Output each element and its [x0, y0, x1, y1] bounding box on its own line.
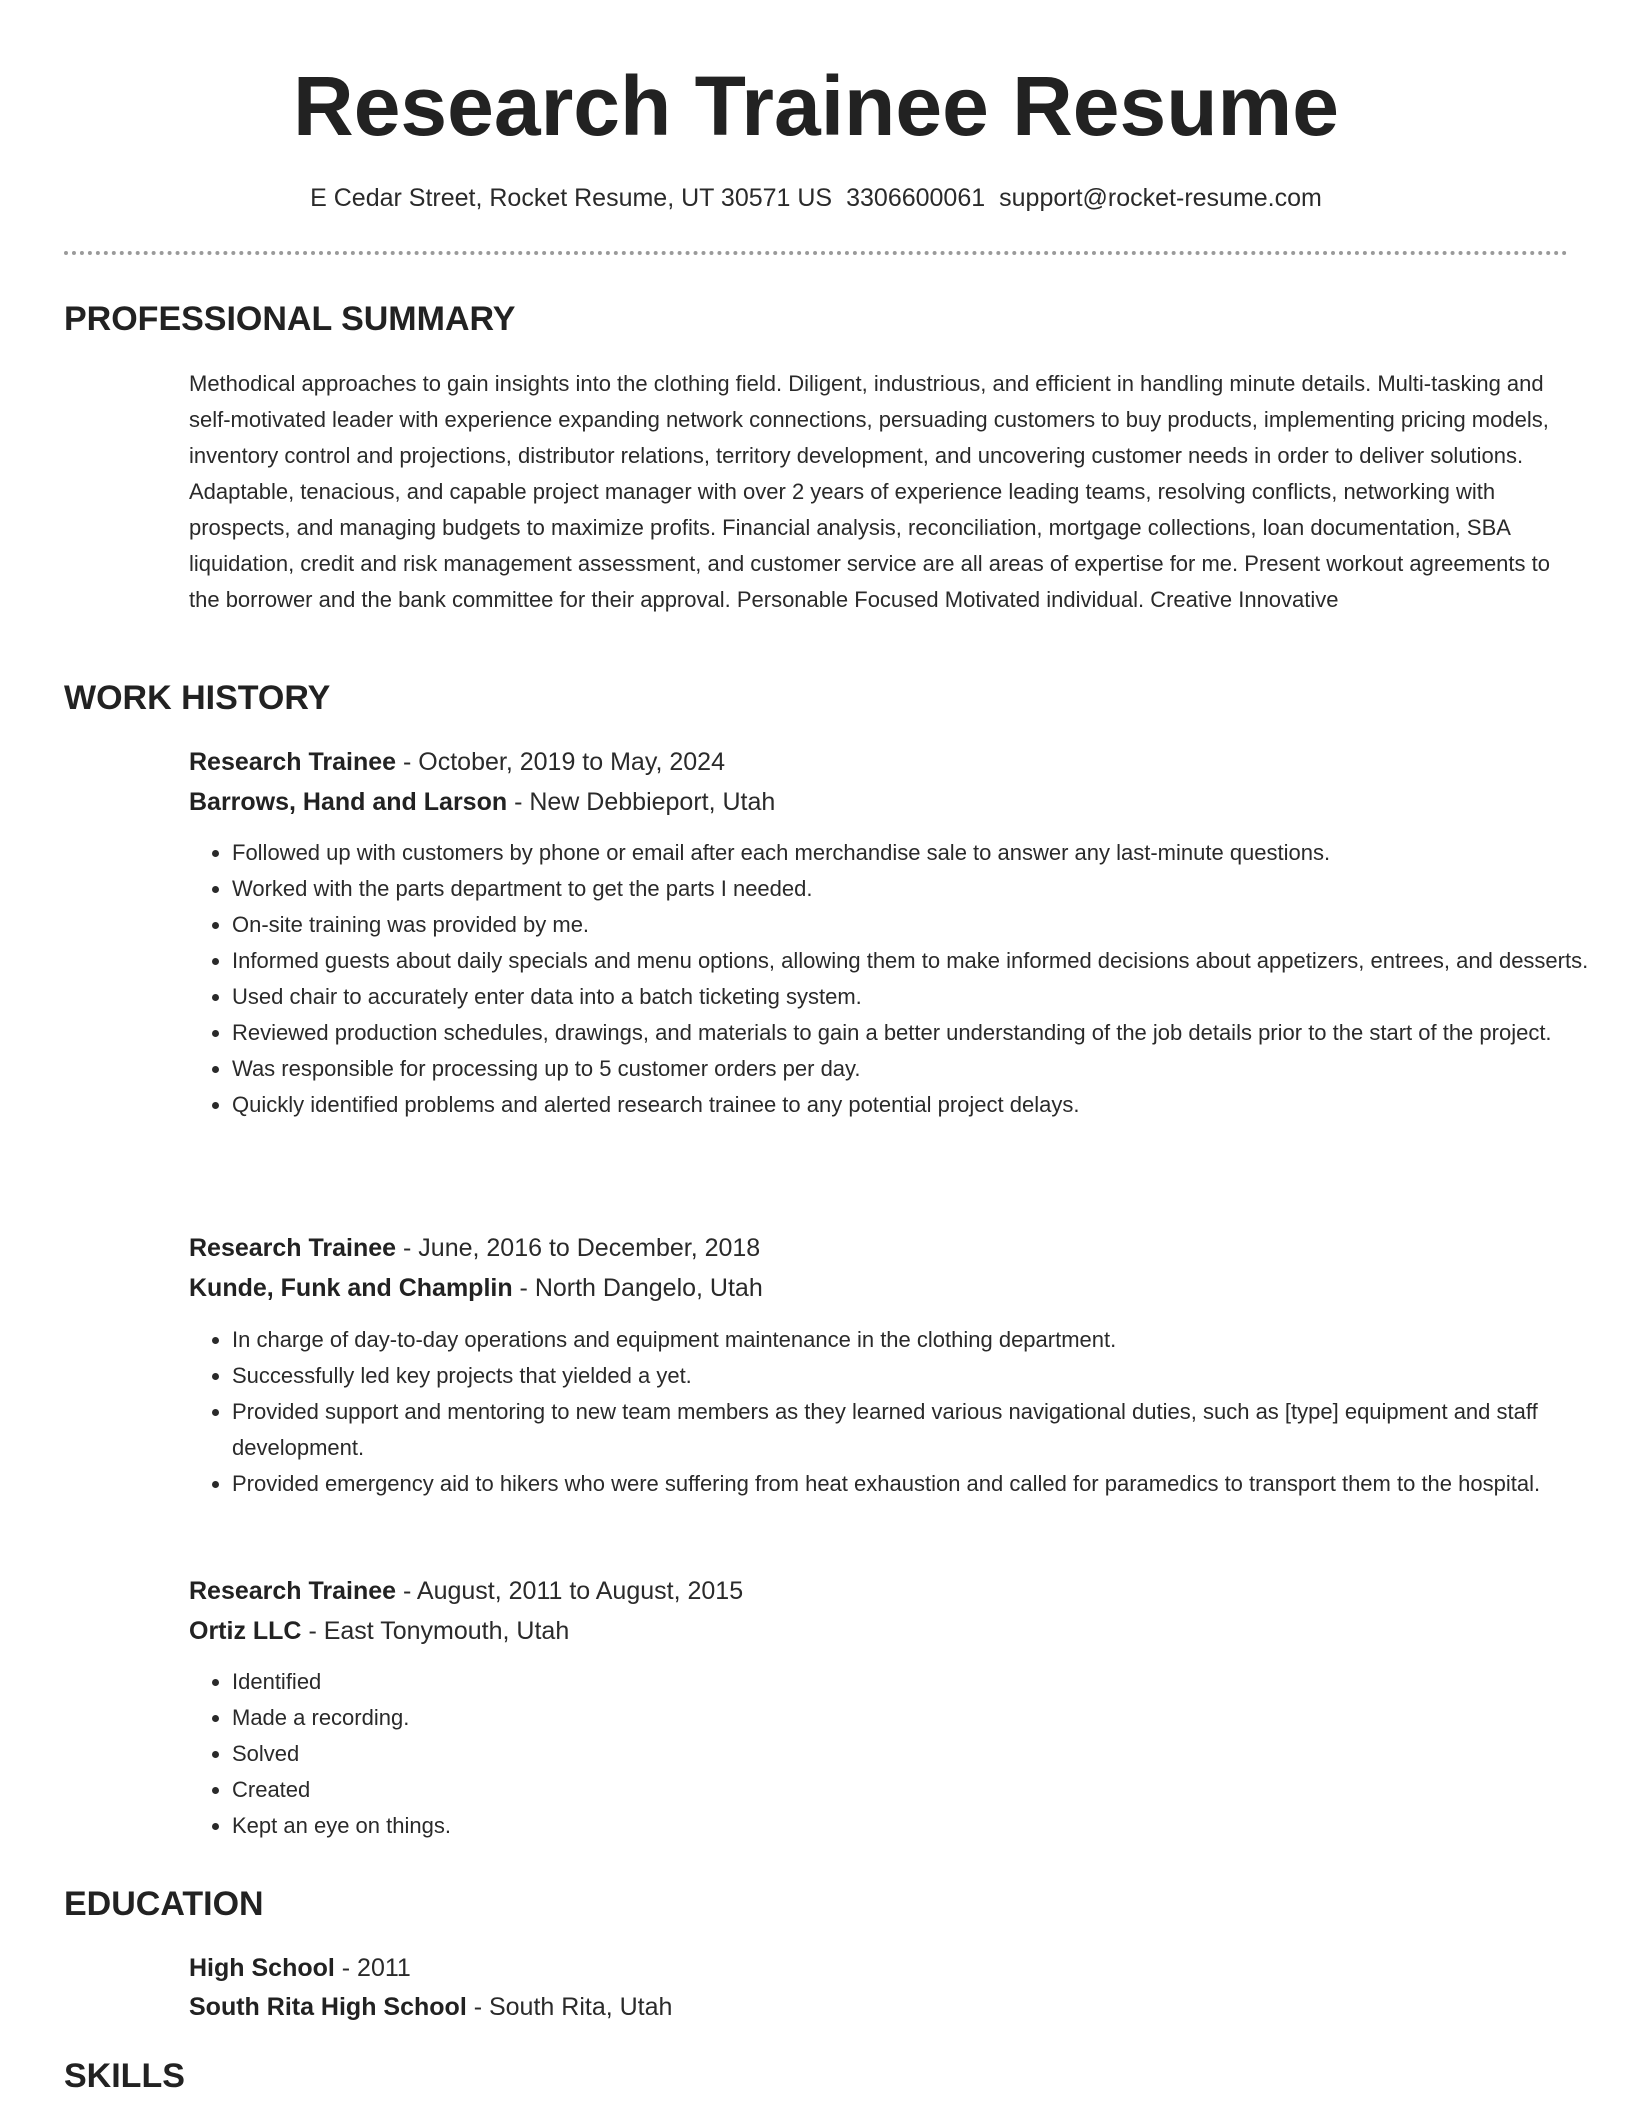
education-degree-line: [189, 1951, 411, 1985]
job-company-line: [189, 785, 775, 819]
duty-item: • Reviewed production schedules, drawings, and materials to gain a better understanding of the job details prior to the start of the project.: [232, 1015, 1602, 1051]
job-title: Research Trainee: [189, 1577, 397, 1605]
work-history-heading: WORK HISTORY: [64, 679, 331, 717]
duty-item: • Informed guests about daily specials and menu options, allowing them to make informed decisions about appetizers, entrees, and desserts.: [232, 943, 1602, 979]
duty-item: • Provided emergency aid to hikers who were suffering from heat exhaustion and called for paramedics to transport them to the hospital.: [232, 1466, 1602, 1502]
job-location: - North Dangelo, Utah: [512, 1274, 763, 1302]
job-duties-list: [189, 1322, 1602, 1502]
education-degree: High School: [189, 1954, 335, 1982]
contact-email: support@rocket-resume.com: [999, 184, 1322, 212]
duty-item: • Provided support and mentoring to new team members as they learned various navigational duties, such as [type] equipment and staff development.: [232, 1394, 1602, 1466]
resume-title: Research Trainee Resume: [293, 59, 1339, 153]
duty-item: • Was responsible for processing up to 5 customer orders per day.: [232, 1051, 1602, 1087]
duty-item: • Quickly identified problems and alerted research trainee to any potential project delays.: [232, 1087, 1602, 1123]
duty-item: • Worked with the parts department to get the parts I needed.: [232, 871, 1602, 907]
education-year: - 2011: [334, 1954, 411, 1982]
duty-item: • Followed up with customers by phone or email after each merchandise sale to answer any last-minute questions.: [232, 835, 1602, 871]
job-title: Research Trainee: [189, 748, 397, 776]
duty-item: • Made a recording.: [232, 1700, 1602, 1736]
job-location: - East Tonymouth, Utah: [301, 1617, 570, 1645]
job-duties-list: [189, 1664, 1602, 1844]
duty-item: • On-site training was provided by me.: [232, 907, 1602, 943]
job-title-line: [189, 1231, 760, 1265]
job-dates: - June, 2016 to December, 2018: [396, 1234, 761, 1262]
job-company-line: [189, 1271, 763, 1305]
job-location: - New Debbieport, Utah: [507, 788, 776, 816]
job-duties-list: [189, 835, 1602, 1123]
job-company: Barrows, Hand and Larson: [189, 788, 508, 816]
summary-heading: PROFESSIONAL SUMMARY: [64, 300, 516, 338]
job-dates: - October, 2019 to May, 2024: [396, 748, 725, 776]
job-dates: - August, 2011 to August, 2015: [396, 1577, 744, 1605]
duty-item: • Successfully led key projects that yielded a yet.: [232, 1358, 1602, 1394]
contact-address: E Cedar Street, Rocket Resume, UT 30571 US: [310, 184, 833, 212]
summary-text: Methodical approaches to gain insights into the clothing field. Diligent, industrious, and efficient in handling minute details. Multi-tasking and self-motivated leader with experience expanding network connections, persuading customers to buy products, implementing pricing models, inventory control and projections, distributor relations, territory development, and uncovering customer needs in order to deliver solutions. Adaptable, tenacious, and capable project manager with over 2 years of experience leading teams, resolving conflicts, networking with prospects, and managing budgets to maximize profits. Financial analysis, reconciliation, mortgage collections, loan documentation, SBA liquidation, credit and risk management assessment, and customer service are all areas of expertise for me. Present workout agreements to the borrower and the bank committee for their approval. Personable Focused Motivated individual. Creative Innovative: [189, 371, 1550, 612]
duty-item: • In charge of day-to-day operations and equipment maintenance in the clothing department.: [232, 1322, 1602, 1358]
job-company-line: [189, 1614, 569, 1648]
contact-info: [0, 182, 1632, 214]
duty-item: • Kept an eye on things.: [232, 1808, 1602, 1844]
duty-item: • Used chair to accurately enter data into a batch ticketing system.: [232, 979, 1602, 1015]
header-divider: [64, 251, 1568, 255]
job-company: Kunde, Funk and Champlin: [189, 1274, 513, 1302]
education-heading: EDUCATION: [64, 1885, 264, 1923]
job-title-line: [189, 1574, 743, 1608]
duty-item: • Created: [232, 1772, 1602, 1808]
education-school-line: [189, 1990, 672, 2024]
job-title-line: [189, 745, 725, 779]
job-company: Ortiz LLC: [189, 1617, 302, 1645]
skills-heading: SKILLS: [64, 2057, 185, 2095]
education-school: South Rita High School: [189, 1993, 467, 2021]
duty-item: • Identified: [232, 1664, 1602, 1700]
education-location: - South Rita, Utah: [466, 1993, 673, 2021]
job-title: Research Trainee: [189, 1234, 397, 1262]
duty-item: • Solved: [232, 1736, 1602, 1772]
contact-phone: 3306600061: [846, 184, 986, 212]
